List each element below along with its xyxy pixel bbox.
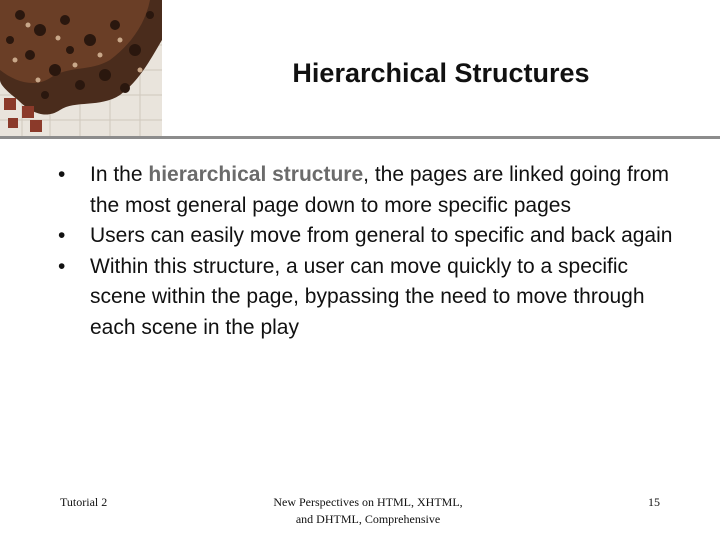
header-letters-image <box>0 0 162 138</box>
highlight-term: hierarchical structure <box>148 163 364 186</box>
footer-course-line2: and DHTML, Comprehensive <box>295 512 441 526</box>
footer-tutorial: Tutorial 2 <box>60 495 108 509</box>
bullet-glyph: • <box>58 163 66 186</box>
bullet-text <box>90 160 676 221</box>
bullet-text-before: In the <box>90 163 149 186</box>
bullet-list <box>56 160 676 343</box>
bullet-glyph: • <box>58 254 66 278</box>
bullet-glyph: • <box>58 224 66 247</box>
footer-course-line1: New Perspectives on HTML, XHTML, <box>273 495 463 509</box>
page-number: 15 <box>648 495 660 509</box>
bullet-item-1 <box>56 160 676 221</box>
title-divider <box>0 136 720 139</box>
bullet-item-3 <box>56 252 676 344</box>
letters-collage-icon <box>0 0 162 138</box>
footer-course-title <box>250 494 486 528</box>
bullet-item-2 <box>56 221 676 252</box>
slide-title: Hierarchical Structures <box>292 58 590 88</box>
bullet-text: Users can easily move from general to specific and back again <box>90 224 673 247</box>
bullet-text: Within this structure, a user can move quickly to a specific scene within the page, bypassing the need to move through each scene in the play <box>90 254 645 339</box>
bullet-text-after: , the pages are linked going from the most general page down to more specific pages <box>90 163 670 217</box>
